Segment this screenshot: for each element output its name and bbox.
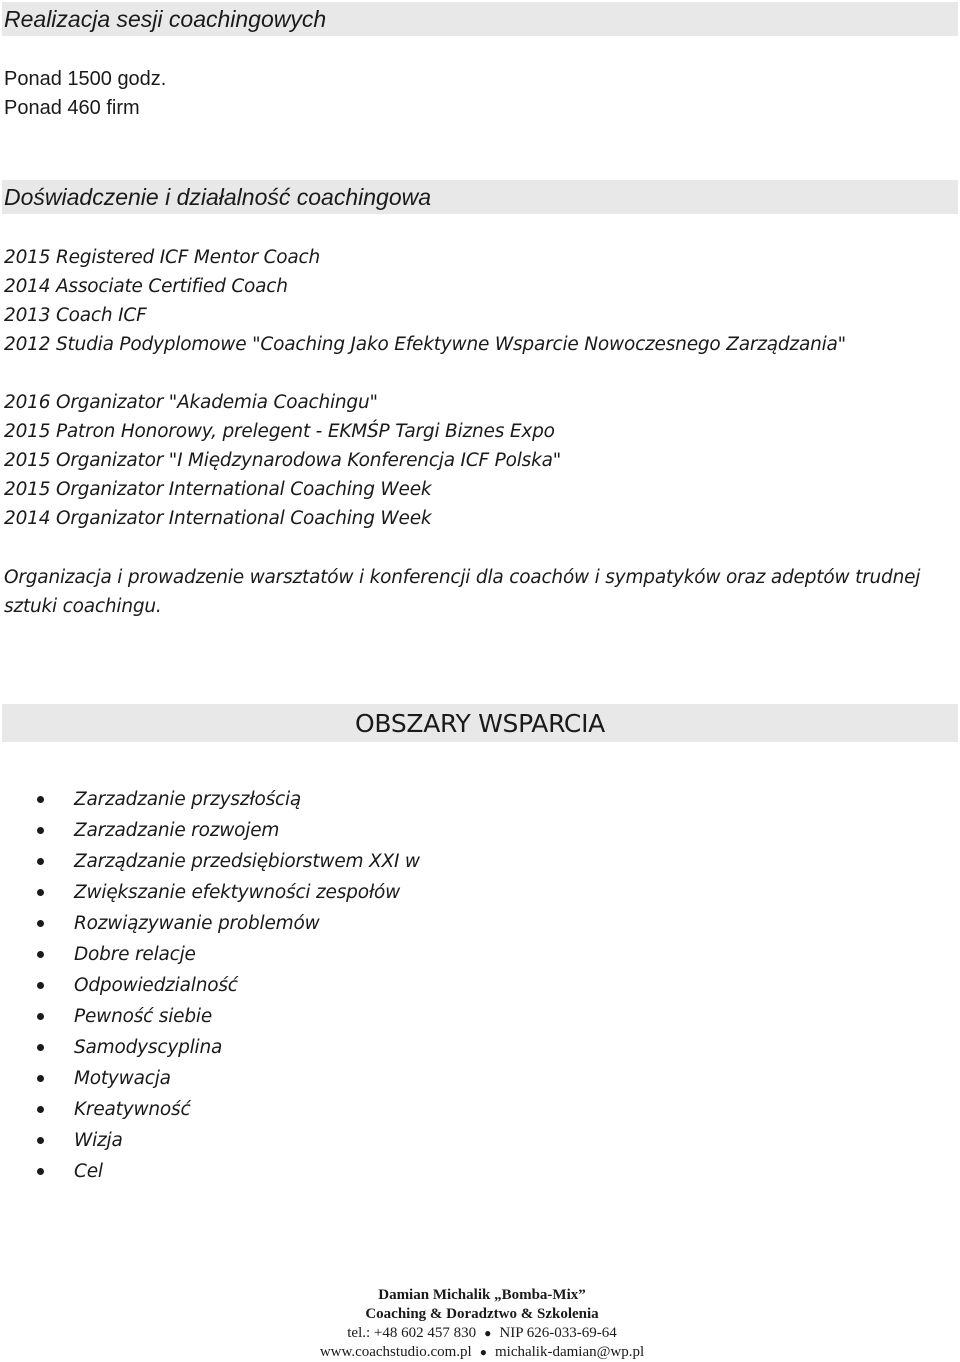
footer-email-link[interactable]: michalik-damian@wp.pl (494, 1344, 645, 1360)
bullet-icon (37, 1075, 44, 1082)
bullet-icon (37, 1168, 44, 1175)
footer-nip: NIP 626-033-69-64 (499, 1325, 617, 1341)
bullet-icon (37, 1013, 44, 1020)
list-item (0, 1063, 420, 1094)
companies-stat: Ponad 460 firm (4, 97, 140, 119)
cert-line: 2014 Associate Certified Coach (4, 276, 288, 297)
list-item (0, 1156, 420, 1187)
sessions-title: Realizacja sesji coachingowych (4, 6, 327, 32)
hours-stat: Ponad 1500 godz. (4, 68, 167, 90)
bullet-icon (37, 1106, 44, 1113)
bullet-icon (37, 1044, 44, 1051)
footer-phone-row (250, 1324, 714, 1343)
experience-title: Doświadczenie i działalność coachingowa (4, 184, 432, 210)
event-line: 2015 Patron Honorowy, prelegent - EKMŚP Targi Biznes Expo (4, 421, 555, 442)
cert-line: 2013 Coach ICF (4, 305, 147, 326)
list-item-label: Zarządzanie przedsiębiorstwem XXI w (74, 851, 420, 872)
bullet-icon (37, 889, 44, 896)
footer-phone: tel.: +48 602 457 830 (347, 1325, 477, 1341)
bullet-icon (37, 951, 44, 958)
workshops-paragraph: Organizacja i prowadzenie warsztatów i konferencji dla coachów i sympatyków oraz adeptów trudnej sztuki coachingu. (4, 567, 921, 617)
cert-line: 2015 Registered ICF Mentor Coach (4, 247, 321, 268)
list-item-label: Zwiększanie efektywności zespołów (74, 882, 401, 903)
event-line: 2016 Organizator "Akademia Coachingu" (4, 392, 378, 413)
list-item (0, 877, 420, 908)
list-item-label: Motywacja (74, 1068, 171, 1089)
footer-contact (250, 1286, 714, 1362)
list-item (0, 1125, 420, 1156)
list-item (0, 784, 420, 815)
list-item (0, 1094, 420, 1125)
bullet-icon (37, 827, 44, 834)
list-item (0, 908, 420, 939)
event-line: 2015 Organizator International Coaching Week (4, 479, 432, 500)
event-line: 2015 Organizator "I Międzynarodowa Konferencja ICF Polska" (4, 450, 562, 471)
list-item-label: Samodyscyplina (74, 1037, 223, 1058)
list-item (0, 1032, 420, 1063)
list-item (0, 815, 420, 846)
cert-line: 2012 Studia Podyplomowe "Coaching Jako Efektywne Wsparcie Nowoczesnego Zarządzania" (4, 334, 846, 355)
bullet-icon (37, 920, 44, 927)
list-item (0, 970, 420, 1001)
list-item-label: Zarzadzanie przyszłością (74, 789, 302, 810)
bullet-icon (37, 1137, 44, 1144)
footer-website-link[interactable]: www.coachstudio.com.pl (319, 1344, 472, 1360)
list-item-label: Odpowiedzialność (74, 975, 238, 996)
list-item (0, 939, 420, 970)
list-item-label: Cel (74, 1161, 103, 1182)
bullet-icon (37, 982, 44, 989)
list-item-label: Dobre relacje (74, 944, 196, 965)
support-title: OBSZARY WSPARCIA (355, 709, 605, 738)
separator-dot-icon: ● (479, 1345, 487, 1359)
separator-dot-icon: ● (484, 1326, 492, 1340)
list-item-label: Zarzadzanie rozwojem (74, 820, 280, 841)
list-item (0, 1001, 420, 1032)
list-item-label: Kreatywność (74, 1099, 191, 1120)
list-item-label: Wizja (74, 1130, 123, 1151)
list-item-label: Pewność siebie (74, 1006, 213, 1027)
list-item-label: Rozwiązywanie problemów (74, 913, 320, 934)
footer-name: Damian Michalik „Bomba-Mix” (378, 1287, 586, 1303)
event-line: 2014 Organizator International Coaching Week (4, 508, 432, 529)
footer-tagline: Coaching & Doradztwo & Szkolenia (365, 1306, 599, 1322)
bullet-icon (37, 796, 44, 803)
support-areas-list (0, 784, 420, 1187)
list-item (0, 846, 420, 877)
footer-web-row (250, 1343, 714, 1362)
bullet-icon (37, 858, 44, 865)
